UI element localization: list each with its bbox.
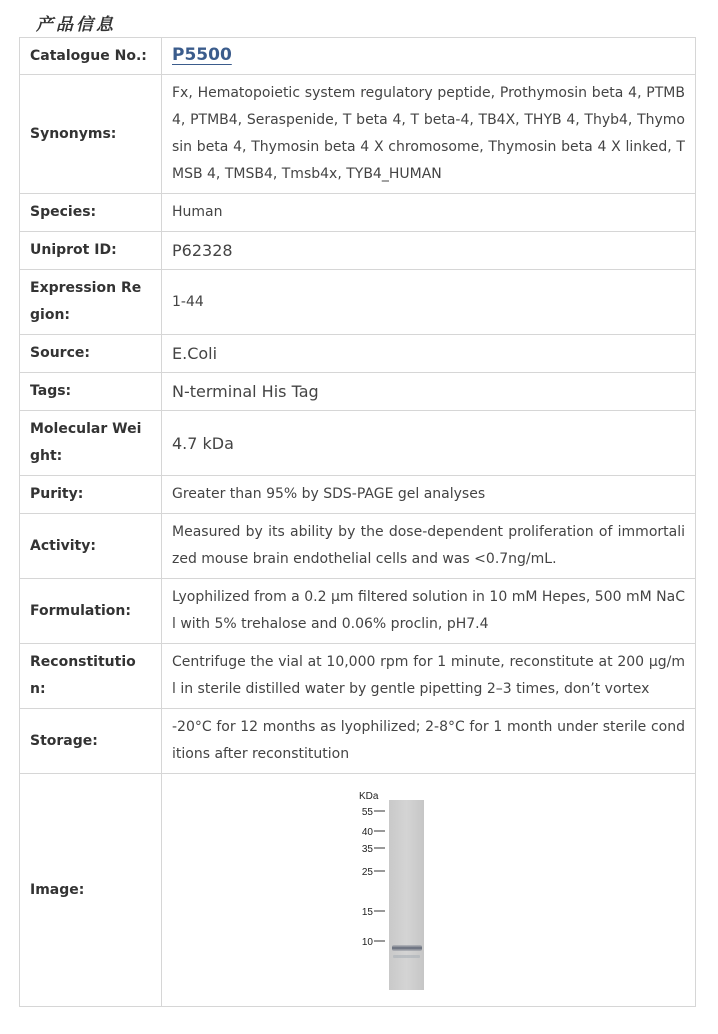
synonyms-label: Synonyms: bbox=[20, 75, 162, 194]
activity-label: Activity: bbox=[20, 514, 162, 579]
tags-value: N-terminal His Tag bbox=[162, 373, 696, 411]
row-image bbox=[20, 774, 696, 1007]
marker-label-15: 15 bbox=[361, 906, 373, 918]
marker-40 bbox=[362, 827, 385, 838]
source-label: Source: bbox=[20, 335, 162, 373]
catalogue-label: Catalogue No.: bbox=[20, 38, 162, 75]
uniprot-value: P62328 bbox=[162, 232, 696, 270]
molecular-weight-label: Molecular Weight: bbox=[20, 411, 162, 476]
marker-10 bbox=[362, 937, 385, 948]
marker-label-10: 10 bbox=[361, 936, 373, 948]
species-value: Human bbox=[162, 194, 696, 232]
expression-region-value: 1-44 bbox=[162, 270, 696, 335]
marker-35 bbox=[362, 844, 385, 855]
reconstitution-value: Centrifuge the vial at 10,000 rpm for 1 minute, reconstitute at 200 µg/ml in sterile distilled water by gentle pipetting 2–3 times, don’t vortex bbox=[162, 644, 696, 709]
row-molecular-weight bbox=[20, 411, 696, 476]
synonyms-value: Fx, Hematopoietic system regulatory peptide, Prothymosin beta 4, PTMB 4, PTMB4, Seraspenide, T beta 4, T beta-4, TB4X, THYB 4, Thyb4, Thymosin beta 4, Thymosin beta 4 X chromosome, Thymosin beta 4 X linked, TMSB 4, TMSB4, Tmsb4x, TYB4_HUMAN bbox=[162, 75, 696, 194]
expression-region-label: Expression Region: bbox=[20, 270, 162, 335]
formulation-label: Formulation: bbox=[20, 579, 162, 644]
row-synonyms bbox=[20, 75, 696, 194]
row-purity bbox=[20, 476, 696, 514]
sds-page-gel-image bbox=[162, 775, 696, 1006]
row-expression-region bbox=[20, 270, 696, 335]
marker-label-25: 25 bbox=[361, 866, 373, 878]
gel-unit-label: KDa bbox=[359, 790, 379, 802]
purity-value: Greater than 95% by SDS-PAGE gel analyses bbox=[162, 476, 696, 514]
row-tags bbox=[20, 373, 696, 411]
molecular-weight-value: 4.7 kDa bbox=[162, 411, 696, 476]
tags-label: Tags: bbox=[20, 373, 162, 411]
marker-label-55: 55 bbox=[361, 806, 373, 818]
row-reconstitution bbox=[20, 644, 696, 709]
marker-55 bbox=[362, 807, 385, 818]
marker-25 bbox=[362, 867, 385, 878]
storage-value: -20°C for 12 months as lyophilized; 2-8°C for 1 month under sterile conditions after reconstitution bbox=[162, 709, 696, 774]
protein-band-faint bbox=[393, 955, 420, 958]
source-value: E.Coli bbox=[162, 335, 696, 373]
row-source bbox=[20, 335, 696, 373]
activity-value: Measured by its ability by the dose-dependent proliferation of immortalized mouse brain endothelial cells and was <0.7ng/mL. bbox=[162, 514, 696, 579]
reconstitution-label: Reconstitution: bbox=[20, 644, 162, 709]
row-formulation bbox=[20, 579, 696, 644]
catalogue-number-link[interactable]: P5500 bbox=[172, 45, 232, 65]
product-info-table bbox=[19, 37, 696, 1007]
species-label: Species: bbox=[20, 194, 162, 232]
marker-label-35: 35 bbox=[361, 843, 373, 855]
row-species bbox=[20, 194, 696, 232]
row-storage bbox=[20, 709, 696, 774]
protein-band bbox=[392, 945, 422, 951]
gel-lane bbox=[389, 800, 424, 990]
row-activity bbox=[20, 514, 696, 579]
marker-15 bbox=[362, 907, 385, 918]
marker-label-40: 40 bbox=[361, 826, 373, 838]
uniprot-label: Uniprot ID: bbox=[20, 232, 162, 270]
image-label: Image: bbox=[20, 774, 162, 1007]
section-title: 产品信息 bbox=[36, 15, 116, 35]
storage-label: Storage: bbox=[20, 709, 162, 774]
purity-label: Purity: bbox=[20, 476, 162, 514]
formulation-value: Lyophilized from a 0.2 µm filtered solution in 10 mM Hepes, 500 mM NaCl with 5% trehalose and 0.06% proclin, pH7.4 bbox=[162, 579, 696, 644]
row-catalogue bbox=[20, 38, 696, 75]
row-uniprot bbox=[20, 232, 696, 270]
marker-ladder bbox=[362, 807, 385, 948]
